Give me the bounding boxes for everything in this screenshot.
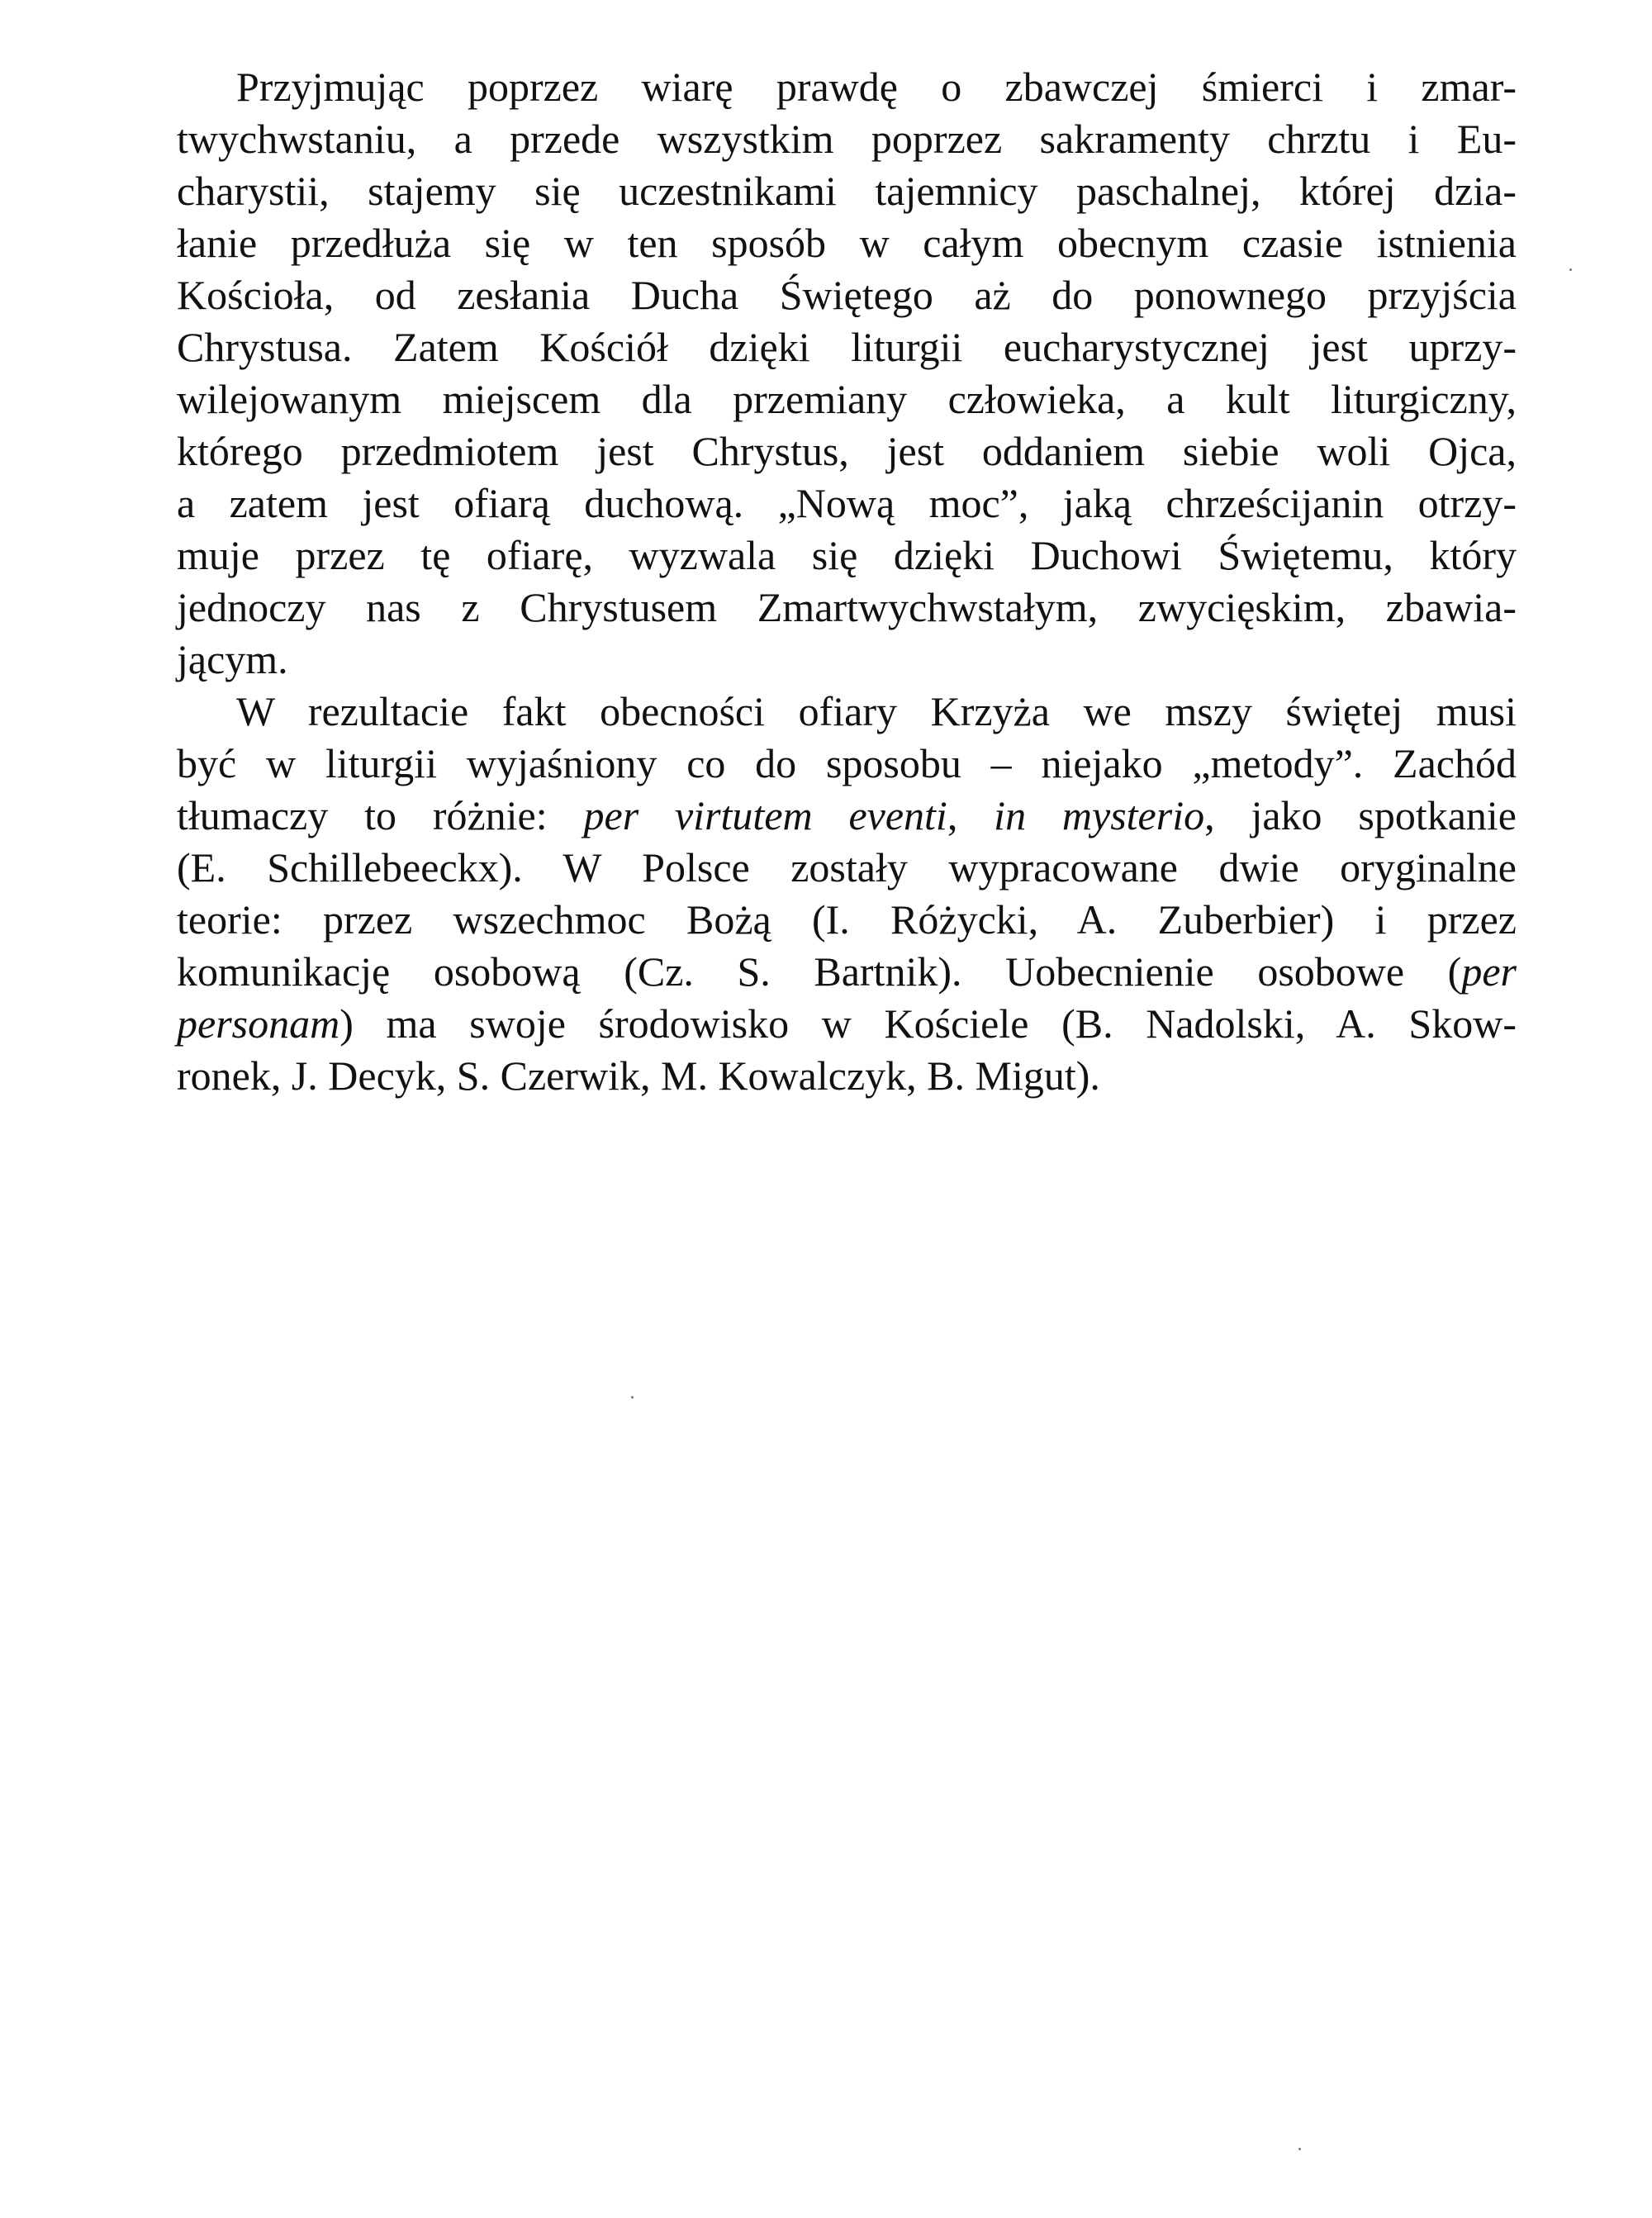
text-line <box>177 1050 1517 1102</box>
text-segment: personam <box>177 1000 340 1047</box>
text-segment: , <box>947 792 995 838</box>
text-line <box>177 634 1517 686</box>
text-segment: którego przedmiotem jest Chrystus, jest oddaniem siebie woli Ojca, <box>177 428 1517 474</box>
body-text <box>177 61 1517 1102</box>
text-segment: ronek, J. Decyk, S. Czerwik, M. Kowalczyk, B. Migut). <box>177 1052 1100 1099</box>
text-line <box>177 686 1517 738</box>
text-segment: teorie: przez wszechmoc Bożą (I. Różycki, A. Zuberbier) i przez <box>177 896 1517 943</box>
text-line <box>177 425 1517 477</box>
text-line <box>177 530 1517 582</box>
text-segment: łanie przedłuża się w ten sposób w całym obecnym czasie istnienia <box>177 220 1517 266</box>
text-segment: (E. Schillebeeckx). W Polsce zostały wypracowane dwie oryginalne <box>177 844 1517 891</box>
text-line <box>177 217 1517 269</box>
text-segment: per <box>1461 948 1517 995</box>
text-segment: per virtutem eventi <box>583 792 947 838</box>
text-line <box>177 946 1517 998</box>
paragraph-2 <box>177 686 1517 1102</box>
text-line <box>177 61 1517 113</box>
text-line <box>177 582 1517 634</box>
scan-speck <box>1298 2148 1301 2150</box>
text-segment: Chrystusa. Zatem Kościół dzięki liturgii eucharystycznej jest uprzy- <box>177 324 1517 370</box>
text-line <box>177 373 1517 425</box>
text-segment: Kościoła, od zesłania Ducha Świętego aż do ponownego przyjścia <box>177 272 1517 318</box>
text-line <box>177 113 1517 165</box>
text-segment: być w liturgii wyjaśniony co do sposobu – niejako „metody”. Zachód <box>177 740 1517 786</box>
text-segment: charystii, stajemy się uczestnikami tajemnicy paschalnej, której dzia- <box>177 168 1517 214</box>
text-segment: muje przez tę ofiarę, wyzwala się dzięki Duchowi Świętemu, który <box>177 532 1517 578</box>
text-segment: jącym. <box>177 636 288 682</box>
text-segment: tłumaczy to różnie: <box>177 792 584 838</box>
text-line <box>177 321 1517 373</box>
text-segment: Przyjmując poprzez wiarę prawdę o zbawczej śmierci i zmar- <box>236 64 1517 110</box>
text-segment: komunikację osobową (Cz. S. Bartnik). Uobecnienie osobowe ( <box>177 948 1462 995</box>
text-segment: in mysterio <box>994 792 1205 838</box>
text-segment: W rezultacie fakt obecności ofiary Krzyża we mszy świętej musi <box>236 688 1517 734</box>
text-segment: twychwstaniu, a przede wszystkim poprzez sakramenty chrztu i Eu- <box>177 116 1517 162</box>
text-line <box>177 842 1517 894</box>
text-line <box>177 165 1517 217</box>
text-line <box>177 477 1517 530</box>
text-line <box>177 894 1517 946</box>
text-line <box>177 269 1517 321</box>
text-segment: jednoczy nas z Chrystusem Zmartwychwstałym, zwycięskim, zbawia- <box>177 584 1517 630</box>
text-line <box>177 738 1517 790</box>
text-segment: a zatem jest ofiarą duchową. „Nową moc”, jaką chrześcijanin otrzy- <box>177 480 1517 526</box>
scan-speck <box>631 1396 634 1399</box>
text-segment: ) ma swoje środowisko w Kościele (B. Nadolski, A. Skow- <box>339 1000 1517 1047</box>
text-line <box>177 998 1517 1050</box>
scan-speck <box>1569 268 1572 271</box>
text-line <box>177 790 1517 842</box>
paragraph-1 <box>177 61 1517 686</box>
text-segment: , jako spotkanie <box>1204 792 1517 838</box>
text-segment: wilejowanym miejscem dla przemiany człowieka, a kult liturgiczny, <box>177 376 1517 422</box>
